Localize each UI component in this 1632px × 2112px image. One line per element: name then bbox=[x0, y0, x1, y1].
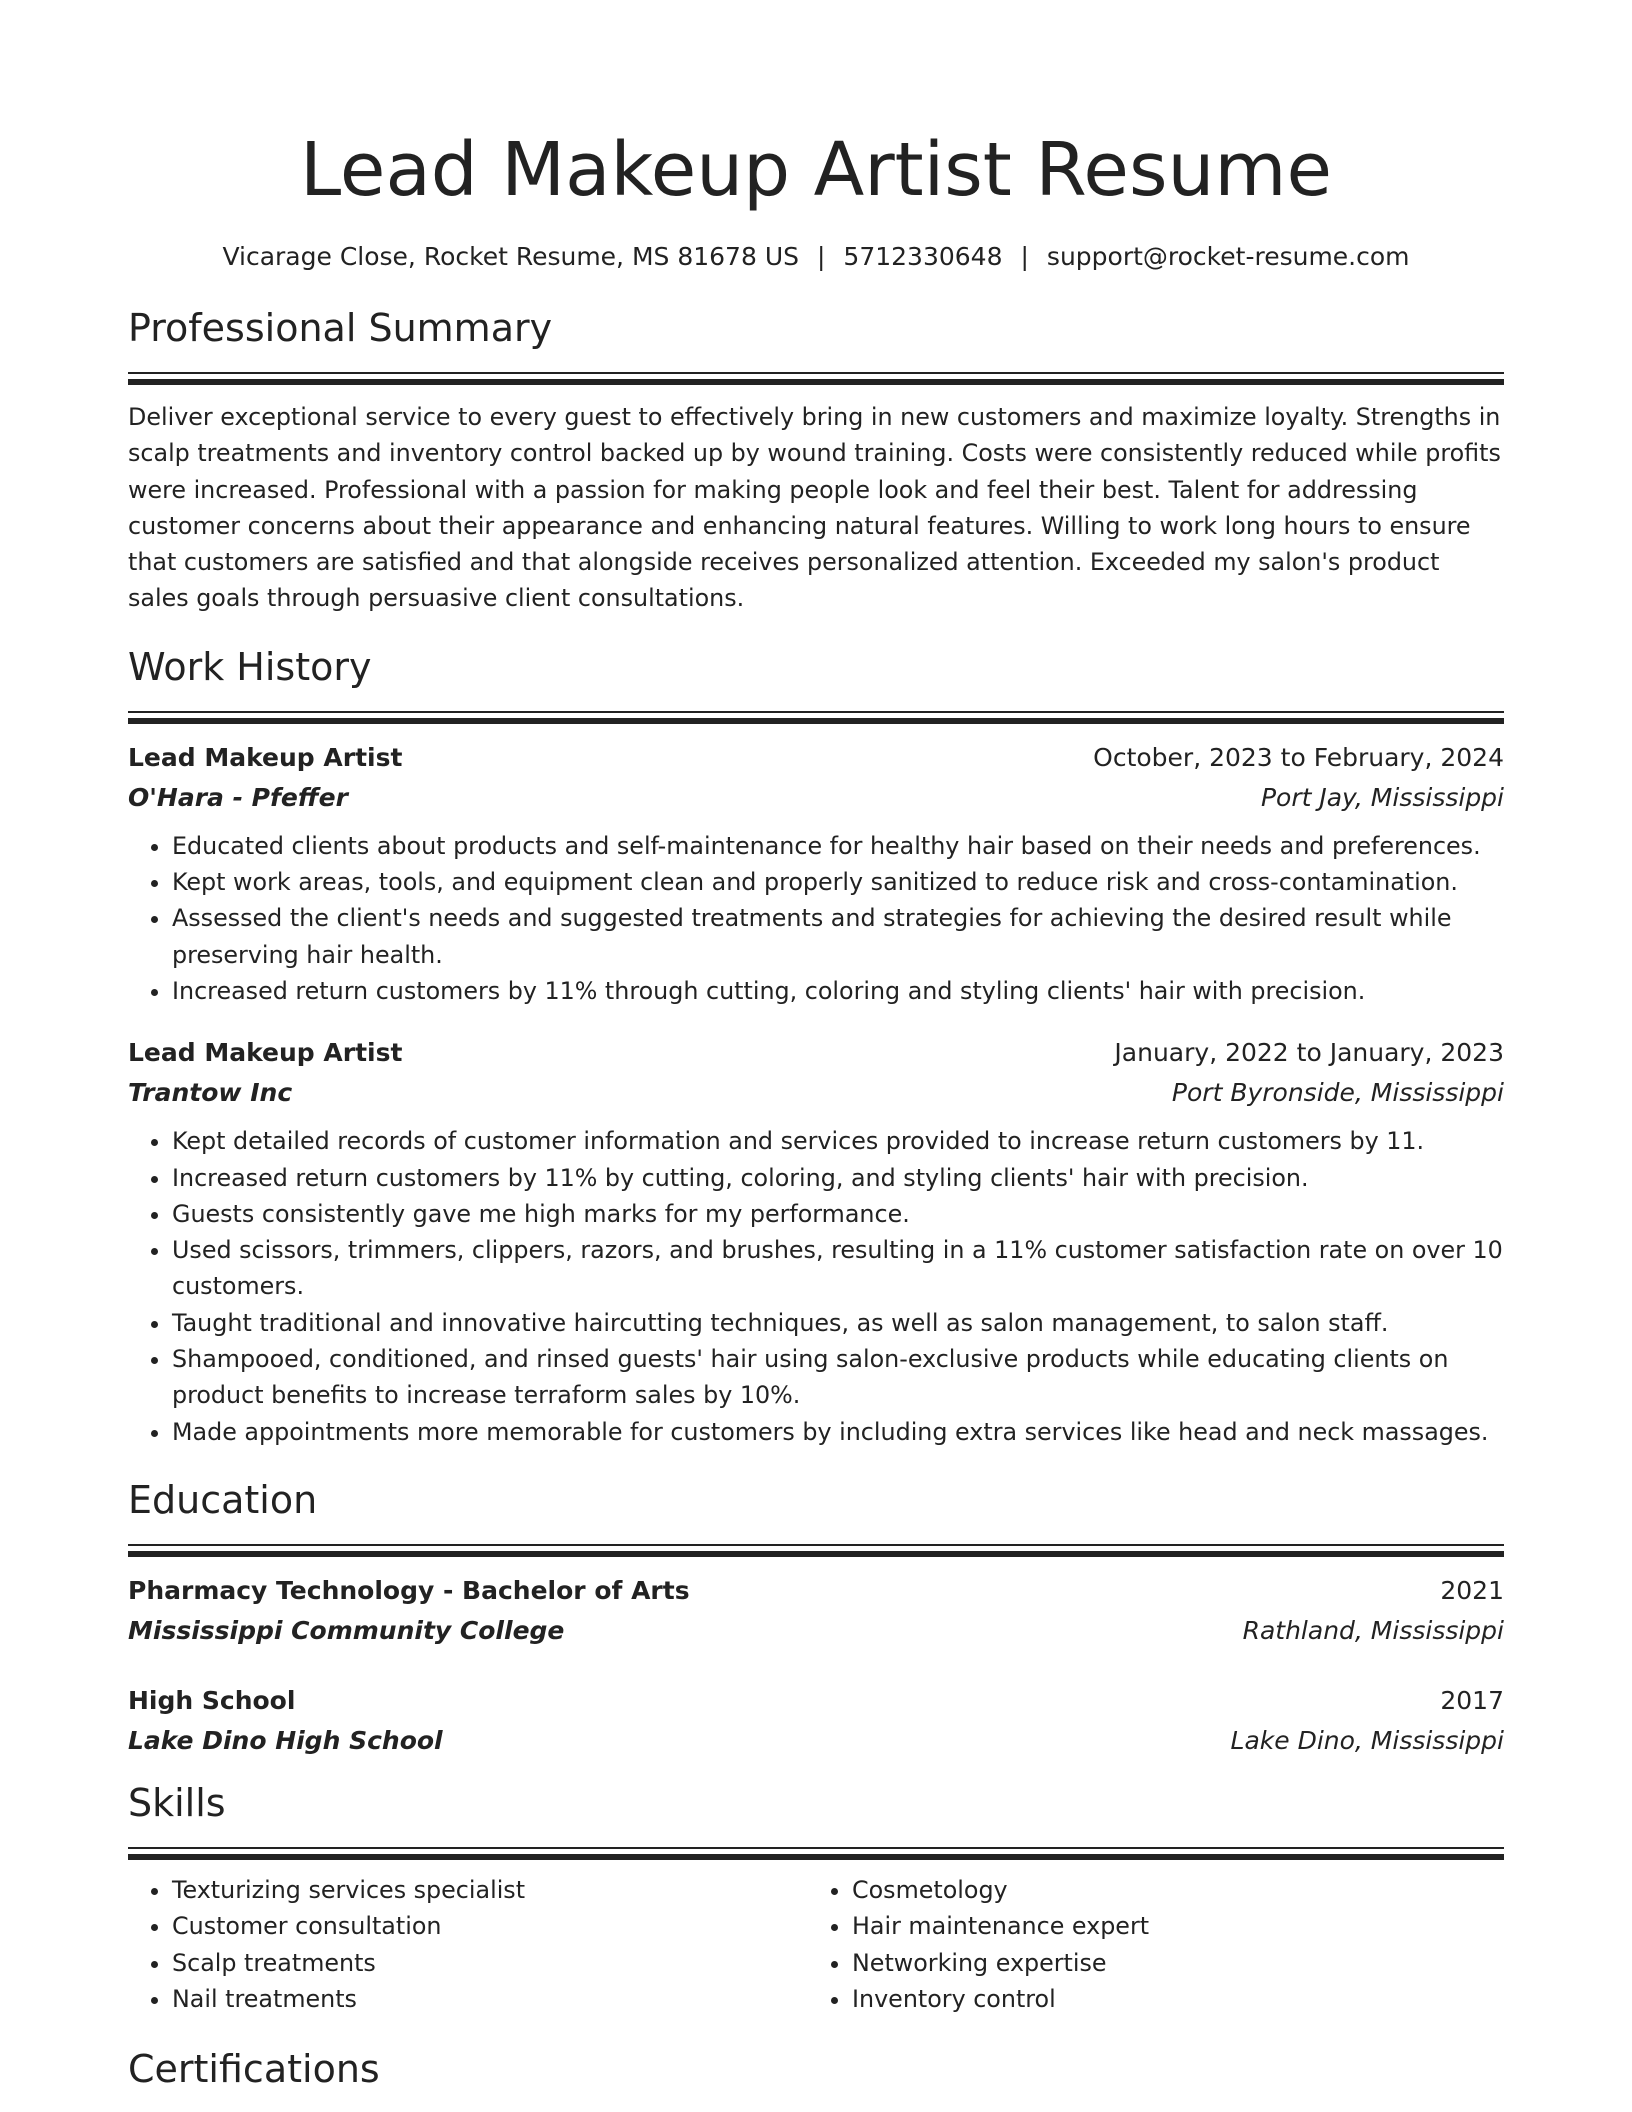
list-item: • Nail treatments bbox=[172, 1981, 808, 2017]
section-heading: Professional Summary bbox=[128, 306, 553, 350]
contact-address: Vicarage Close, Rocket Resume, MS 81678 US bbox=[222, 242, 799, 271]
contact-separator: | bbox=[1020, 242, 1029, 271]
section-divider bbox=[128, 379, 1504, 385]
school-location: Lake Dino, Mississippi bbox=[1230, 1725, 1504, 1755]
education-entry bbox=[128, 1681, 1504, 1761]
contact-line bbox=[128, 240, 1504, 274]
contact-separator: | bbox=[816, 242, 826, 271]
job-bullets bbox=[128, 1123, 1504, 1450]
section-divider bbox=[128, 1854, 1504, 1860]
section-heading: Skills bbox=[128, 1780, 226, 1825]
section-divider bbox=[128, 1551, 1504, 1557]
school-name: Lake Dino High School bbox=[128, 1725, 443, 1755]
graduation-year: 2017 bbox=[1440, 1685, 1504, 1715]
list-item: • Kept work areas, tools, and equipment clean and properly sanitized to reduce risk and cross-contamination. bbox=[172, 864, 1504, 900]
job-title: Lead Makeup Artist bbox=[128, 1038, 403, 1068]
skills-column-right bbox=[808, 1872, 1488, 2017]
work-history-section bbox=[128, 643, 1504, 1450]
job-bullets bbox=[128, 828, 1504, 1009]
section-heading: Certifications bbox=[128, 2047, 380, 2092]
list-item: • Networking expertise bbox=[852, 1945, 1488, 1981]
certifications-section bbox=[128, 2045, 1504, 2093]
list-item: • Assessed the client's needs and suggested treatments and strategies for achieving the desired result while preserving hair health. bbox=[172, 900, 1504, 973]
skills-list bbox=[128, 1872, 1504, 2017]
job-company: O'Hara - Pfeffer bbox=[128, 782, 348, 812]
list-item: • Texturizing services specialist bbox=[172, 1872, 808, 1908]
list-item: • Used scissors, trimmers, clippers, razors, and brushes, resulting in a 11% customer satisfaction rate on over 10 customers. bbox=[172, 1232, 1504, 1305]
section-divider bbox=[128, 372, 1504, 374]
list-item: • Scalp treatments bbox=[172, 1945, 808, 1981]
degree: Pharmacy Technology - Bachelor of Arts bbox=[128, 1575, 690, 1605]
list-item: • Made appointments more memorable for customers by including extra services like head and neck massages. bbox=[172, 1414, 1504, 1450]
school-name: Mississippi Community College bbox=[128, 1615, 565, 1645]
job-location: Port Jay, Mississippi bbox=[1260, 782, 1504, 812]
degree: High School bbox=[128, 1685, 296, 1715]
list-item: • Guests consistently gave me high marks for my performance. bbox=[172, 1196, 1504, 1232]
job-entry bbox=[128, 738, 1504, 1009]
job-dates: October, 2023 to February, 2024 bbox=[1093, 742, 1504, 772]
list-item: • Educated clients about products and self-maintenance for healthy hair based on their needs and preferences. bbox=[172, 828, 1504, 864]
skills-column-left bbox=[128, 1872, 808, 2017]
contact-email: support@rocket-resume.com bbox=[1046, 242, 1410, 271]
section-heading: Work History bbox=[128, 644, 372, 689]
contact-phone: 5712330648 bbox=[843, 242, 1003, 271]
list-item: • Increased return customers by 11% through cutting, coloring and styling clients' hair with precision. bbox=[172, 973, 1504, 1009]
resume-title: Lead Makeup Artist Resume bbox=[299, 127, 1333, 213]
section-divider bbox=[128, 718, 1504, 724]
job-location: Port Byronside, Mississippi bbox=[1171, 1078, 1504, 1108]
list-item: • Shampooed, conditioned, and rinsed guests' hair using salon-exclusive products while educating clients on product benefits to increase terraform sales by 10%. bbox=[172, 1341, 1504, 1414]
list-item: • Customer consultation bbox=[172, 1908, 808, 1944]
section-divider bbox=[128, 711, 1504, 713]
section-heading: Education bbox=[128, 1477, 318, 1522]
skills-section bbox=[128, 1779, 1504, 2017]
list-item: • Kept detailed records of customer information and services provided to increase return customers by 11. bbox=[172, 1123, 1504, 1159]
summary-text: Deliver exceptional service to every guest to effectively bring in new customers and maximize loyalty. Strengths in scalp treatments and inventory control backed up by wound training. Costs were consistently reduced while profits were increased. Professional with a passion for making people look and feel their best. Talent for addressing customer concerns about their appearance and enhancing natural features. Willing to work long hours to ensure that customers are satisfied and that alongside receives personalized attention. Exceeded my salon's product sales goals through persuasive client consultations. bbox=[128, 403, 1501, 613]
education-section bbox=[128, 1476, 1504, 1761]
list-item: • Cosmetology bbox=[852, 1872, 1488, 1908]
education-entry bbox=[128, 1571, 1504, 1651]
list-item: • Increased return customers by 11% by cutting, coloring, and styling clients' hair with precision. bbox=[172, 1160, 1504, 1196]
job-dates: January, 2022 to January, 2023 bbox=[1114, 1038, 1504, 1068]
summary-section bbox=[128, 304, 1504, 617]
list-item: • Taught traditional and innovative haircutting techniques, as well as salon management, to salon staff. bbox=[172, 1305, 1504, 1341]
job-title: Lead Makeup Artist bbox=[128, 742, 403, 772]
list-item: • Hair maintenance expert bbox=[852, 1908, 1488, 1944]
list-item: • Inventory control bbox=[852, 1981, 1488, 2017]
job-entry bbox=[128, 1033, 1504, 1450]
job-company: Trantow Inc bbox=[128, 1078, 293, 1108]
section-divider bbox=[128, 1544, 1504, 1546]
section-divider bbox=[128, 1847, 1504, 1849]
school-location: Rathland, Mississippi bbox=[1242, 1615, 1504, 1645]
graduation-year: 2021 bbox=[1440, 1575, 1504, 1605]
